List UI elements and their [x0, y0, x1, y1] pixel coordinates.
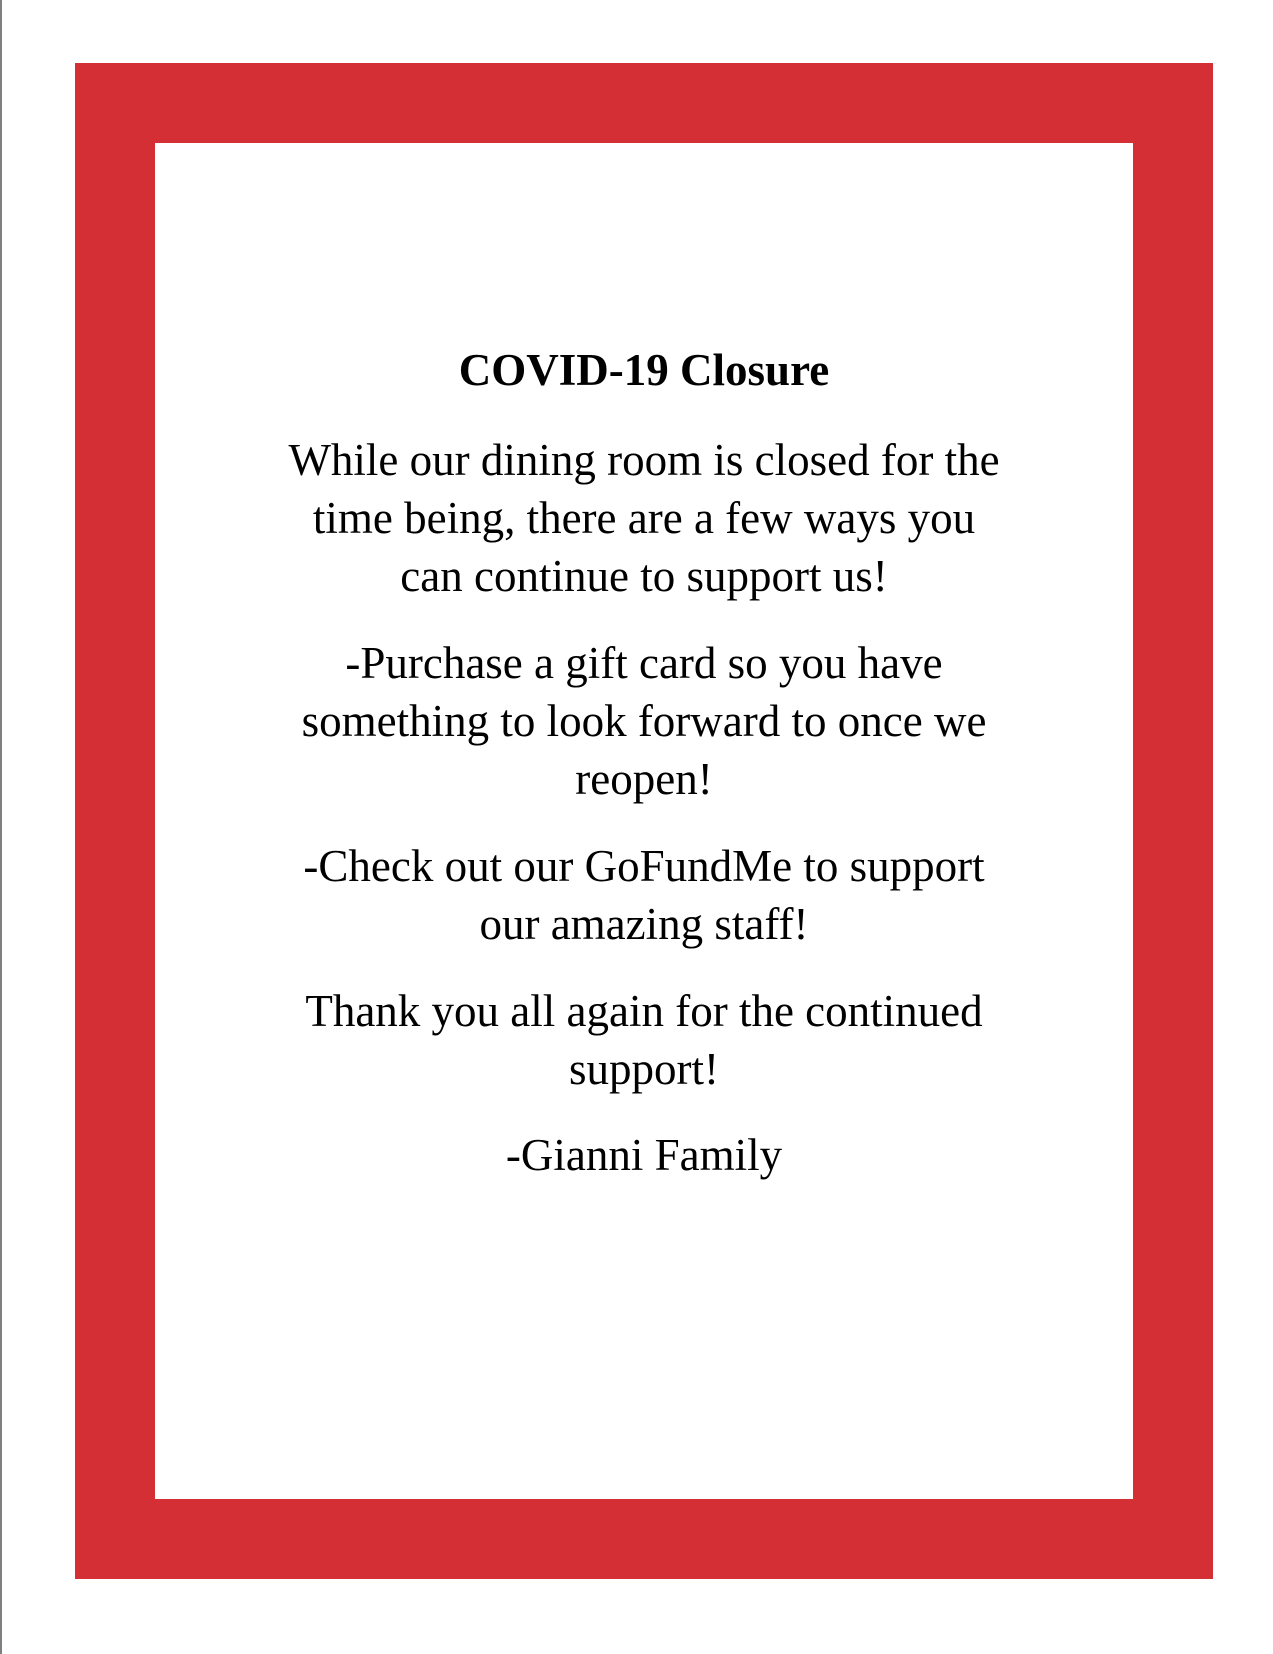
- paragraph-line: While our dining room is closed for the: [288, 435, 1000, 485]
- paragraph-dining-room: [225, 431, 1063, 605]
- red-border-frame: [75, 63, 1213, 1579]
- paragraph-line: can continue to support us!: [400, 551, 888, 601]
- paragraph-line: our amazing staff!: [479, 899, 809, 949]
- paragraph-line: time being, there are a few ways you: [312, 493, 976, 543]
- paragraph-line: Thank you all again for the continued: [305, 986, 983, 1036]
- paragraph-line: reopen!: [575, 754, 713, 804]
- notice-title: COVID-19 Closure: [458, 345, 830, 395]
- notice-panel: [155, 143, 1133, 1499]
- signature: -Gianni Family: [505, 1130, 783, 1180]
- paragraph-line: -Check out our GoFundMe to support: [303, 841, 985, 891]
- paragraph-gofundme: [225, 837, 1063, 953]
- paragraph-line: -Purchase a gift card so you have: [345, 638, 943, 688]
- paragraph-thank-you: [225, 982, 1063, 1098]
- page-left-edge: [0, 0, 2, 1654]
- paragraph-gift-card: [225, 634, 1063, 808]
- paragraph-line: something to look forward to once we: [301, 696, 987, 746]
- paragraph-line: support!: [569, 1044, 719, 1094]
